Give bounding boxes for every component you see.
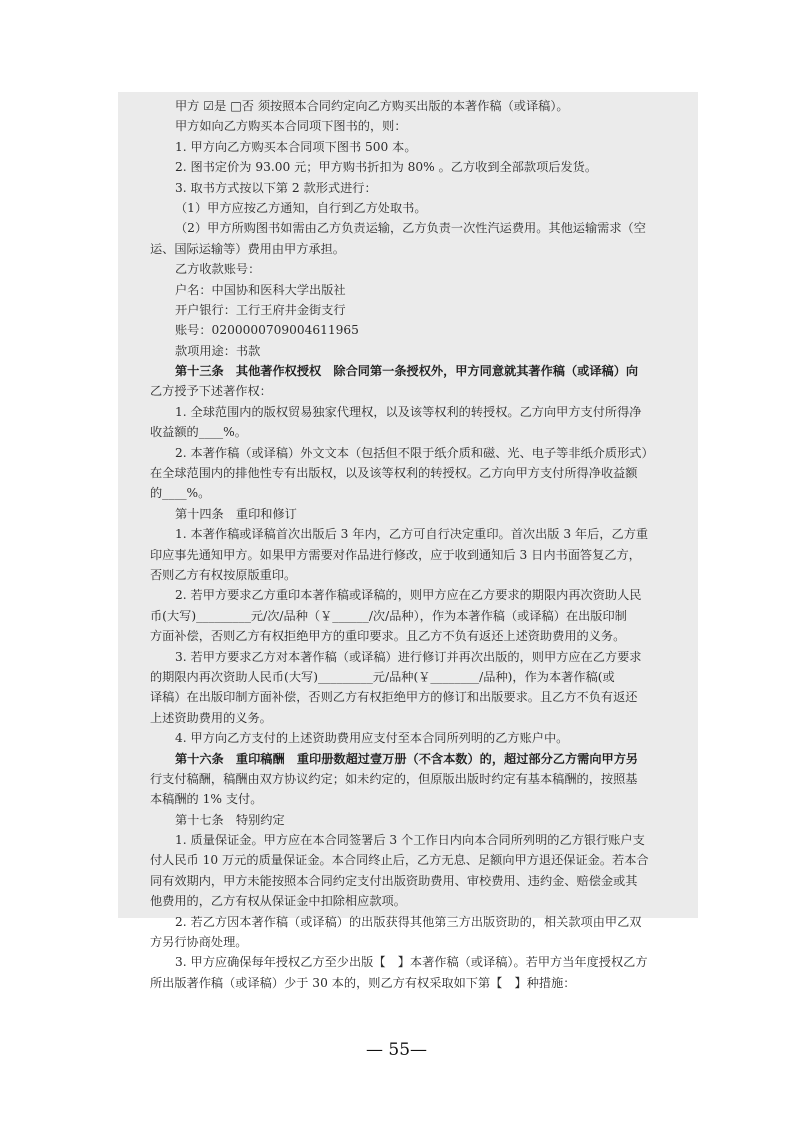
- text-line-3: 1. 甲方向乙方购买本合同项下图书 500 本。: [175, 139, 417, 154]
- text-line-19: 在全球范围内的排他性专有出版权，以及该等权利的转授权。乙方向甲方支付所得净收益额: [150, 466, 638, 481]
- text-line-15: 乙方授予下述著作权：: [150, 384, 272, 399]
- text-line-39: 同有效期内，甲方未能按照本合同约定支付出版资助费用、审校费用、违约金、赔偿金或其: [150, 873, 638, 888]
- text-line-13: 款项用途：书款: [175, 343, 261, 358]
- section-14-heading: 第十四条 重印和修订: [175, 506, 297, 521]
- text-line-11: 开户银行：工行王府井金街支行: [175, 302, 346, 317]
- text-line-22: 1. 本著作稿或译稿首次出版后 3 年内，乙方可自行决定重印。首次出版 3 年后，乙方重: [175, 527, 649, 542]
- text-line-4: 2. 图书定价为 93.00 元；甲方购书折扣为 80% 。乙方收到全部款项后发货。: [175, 160, 598, 175]
- text-line-16: 1. 全球范围内的版权贸易独家代理权，以及该等权利的转授权。乙方向甲方支付所得净: [175, 404, 642, 419]
- text-line-28: 3. 若甲方要求乙方对本著作稿（或译稿）进行修订并再次出版的，则甲方应在乙方要求: [175, 649, 642, 664]
- text-line-2: 甲方如向乙方购买本合同项下图书的，则：: [175, 119, 407, 134]
- text-line-17: 收益额的____%。: [150, 425, 247, 440]
- text-line-38: 付人民币 10 万元的质量保证金。本合同终止后，乙方无息、足额向甲方退还保证金。若本合: [150, 853, 649, 868]
- text-line-34: 行支付稿酬，稿酬由双方协议约定；如未约定的，但原版出版时约定有基本稿酬的，按照基: [150, 771, 638, 786]
- contract-text: [150, 96, 678, 993]
- text-line-8: 运、国际运输等）费用由甲方承担。: [150, 241, 345, 256]
- section-17-heading: 第十七条 特别约定: [175, 812, 285, 827]
- text-line-26: 币(大写)_________元/次/品种（￥______/次/品种），作为本著作稿（或译稿）在出版印制: [150, 608, 627, 623]
- text-line-30: 译稿）在出版印制方面补偿，否则乙方有权拒绝甲方的修订和出版要求。且乙方不负有返还: [150, 690, 638, 705]
- text-line-44: 所出版著作稿（或译稿）少于 30 本的，则乙方有权采取如下第【 】种措施：: [150, 975, 576, 990]
- text-line-29: 的期限内再次资助人民币(大写)_________元/品种(￥________/品种)，作为本著作稿(或: [150, 669, 615, 684]
- text-line-27: 方面补偿，否则乙方有权拒绝甲方的重印要求。且乙方不负有返还上述资助费用的义务。: [150, 629, 626, 644]
- text-line-24: 否则乙方有权按原版重印。: [150, 567, 297, 582]
- section-16-line: 第十六条 重印稿酬 重印册数超过壹万册（不含本数）的，超过部分乙方需向甲方另: [175, 751, 639, 766]
- text-line-42: 方另行协商处理。: [150, 935, 248, 950]
- text-line-20: 的____%。: [150, 486, 211, 501]
- text-line-43: 3. 甲方应确保每年授权乙方至少出版【 】本著作稿（或译稿）。若甲方当年度授权乙方: [175, 955, 648, 970]
- page-number: — 55—: [365, 1040, 428, 1060]
- text-line-18: 2. 本著作稿（或译稿）外文文本（包括但不限于纸介质和磁、光、电子等非纸介质形式）: [175, 445, 654, 460]
- text-line-40: 他费用的，乙方有权从保证金中扣除相应款项。: [150, 894, 406, 909]
- text-line-5: 3. 取书方式按以下第 2 款形式进行：: [175, 180, 377, 195]
- text-line-10: 户名：中国协和医科大学出版社: [175, 282, 346, 297]
- text-line-23: 印应事先通知甲方。如果甲方需要对作品进行修改，应于收到通知后 3 日内书面答复乙方，: [150, 547, 641, 562]
- text-line-37: 1. 质量保证金。甲方应在本合同签署后 3 个工作日内向本合同所列明的乙方银行账户支: [175, 833, 645, 848]
- text-line-9: 乙方收款账号：: [175, 262, 261, 277]
- text-line-35: 本稿酬的 1% 支付。: [150, 792, 263, 807]
- text-line-31: 上述资助费用的义务。: [150, 710, 272, 725]
- section-13-line: 第十三条 其他著作权授权 除合同第一条授权外，甲方同意就其著作稿（或译稿）向: [175, 364, 639, 379]
- text-line-6: （1）甲方应按乙方通知，自行到乙方处取书。: [175, 200, 427, 215]
- text-line-1: 甲方 ☑是 □否 须按照本合同约定向乙方购买出版的本著作稿（或译稿）。: [175, 99, 569, 113]
- text-line-25: 2. 若甲方要求乙方重印本著作稿或译稿的，则甲方应在乙方要求的期限内再次资助人民: [175, 588, 642, 603]
- text-line-7: （2）甲方所购图书如需由乙方负责运输，乙方负责一次性汽运费用。其他运输需求（空: [175, 221, 646, 236]
- text-line-32: 4. 甲方向乙方支付的上述资助费用应支付至本合同所列明的乙方账户中。: [175, 731, 569, 746]
- text-line-12: 账号：0200000709004611965: [175, 323, 359, 338]
- text-line-41: 2. 若乙方因本著作稿（或译稿）的出版获得其他第三方出版资助的，相关款项由甲乙双: [175, 914, 642, 929]
